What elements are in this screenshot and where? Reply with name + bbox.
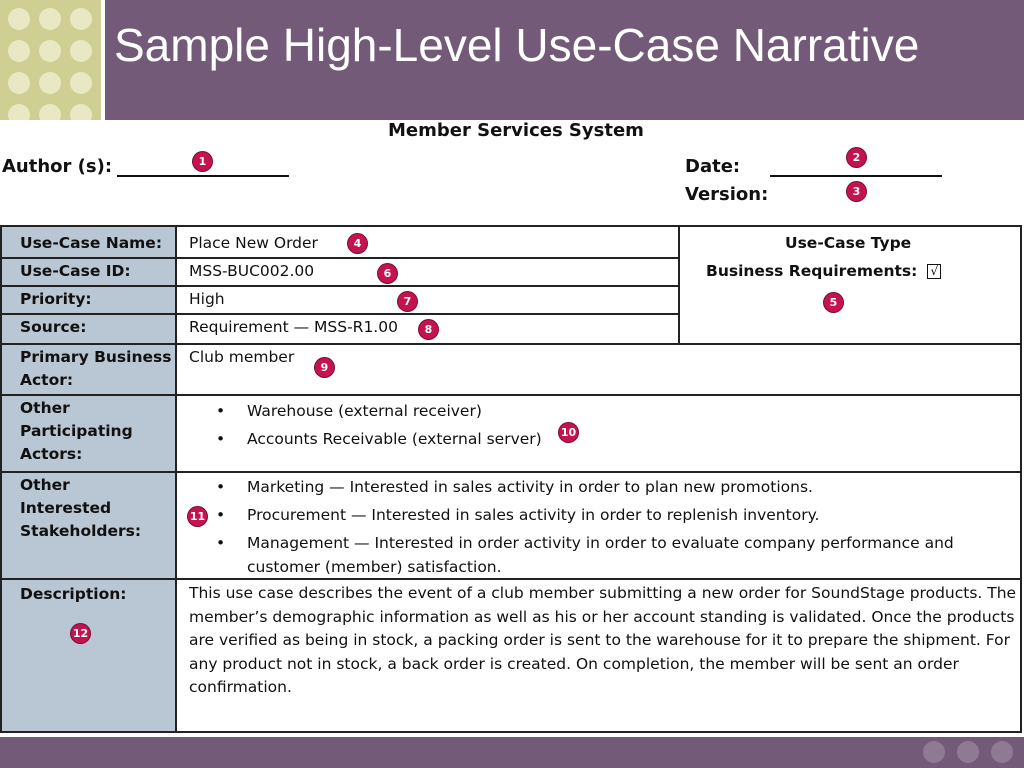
list-item: • Accounts Receivable (external server) bbox=[216, 428, 542, 451]
use-case-name-label: Use-Case Name: bbox=[20, 234, 163, 252]
decorative-dot bbox=[70, 104, 92, 120]
badge-12: 12 bbox=[71, 624, 90, 643]
business-requirements-checkbox: √ bbox=[927, 264, 941, 279]
primary-actor-label bbox=[20, 346, 171, 392]
date-label: Date: bbox=[685, 156, 741, 177]
author-line bbox=[117, 175, 289, 177]
decorative-dot bbox=[70, 40, 92, 62]
source-value: Requirement — MSS-R1.00 bbox=[189, 318, 398, 336]
footer-bar bbox=[0, 737, 1024, 768]
row-divider bbox=[2, 257, 680, 259]
business-requirements-row bbox=[706, 262, 941, 280]
stakeholders-item-continuation: customer (member) satisfaction. bbox=[247, 558, 502, 576]
list-item: • Management — Interested in order activity in order to evaluate company performance and bbox=[216, 532, 954, 555]
decorative-dot bbox=[8, 8, 30, 30]
other-actors-list bbox=[216, 400, 542, 451]
list-item: • Marketing — Interested in sales activity in order to plan new promotions. bbox=[216, 476, 954, 499]
stakeholders-label-line: Stakeholders: bbox=[20, 522, 142, 540]
decorative-dot bbox=[70, 72, 92, 94]
stakeholders-label-line: Other bbox=[20, 476, 70, 494]
badge-8: 8 bbox=[419, 320, 438, 339]
row-divider bbox=[2, 313, 680, 315]
other-actors-label-line: Participating bbox=[20, 422, 133, 440]
decorative-dot-panel bbox=[0, 0, 101, 120]
row-divider bbox=[2, 394, 1022, 396]
date-line bbox=[770, 175, 942, 177]
system-title: Member Services System bbox=[388, 120, 644, 141]
version-label: Version: bbox=[685, 184, 769, 205]
row-divider bbox=[2, 285, 680, 287]
decorative-dot bbox=[39, 8, 61, 30]
list-item: • Procurement — Interested in sales activity in order to replenish inventory. bbox=[216, 504, 954, 527]
primary-actor-value: Club member bbox=[189, 348, 295, 366]
decorative-divider bbox=[101, 0, 105, 120]
badge-6: 6 bbox=[378, 264, 397, 283]
row-divider bbox=[2, 471, 1022, 473]
stakeholders-list bbox=[216, 476, 954, 555]
business-requirements-label: Business Requirements: bbox=[706, 262, 918, 280]
badge-9: 9 bbox=[315, 358, 334, 377]
other-actors-label-line: Other bbox=[20, 399, 70, 417]
description-label: Description: bbox=[20, 585, 127, 603]
description-text: This use case describes the event of a club member submitting a new order for SoundStage products. The member’s demographic information as well as his or her account standing is validated. Once the products are verified as being in stock, a packing order is sent to the warehouse for it to prepare the shipment. For any product not in stock, a back order is created. On completion, the member will be sent an order confirmation. bbox=[189, 584, 1017, 696]
primary-actor-label-line: Actor: bbox=[20, 371, 74, 389]
decorative-dot bbox=[8, 72, 30, 94]
other-actors-label bbox=[20, 397, 133, 466]
badge-2: 2 bbox=[847, 148, 866, 167]
use-case-id-value: MSS-BUC002.00 bbox=[189, 262, 315, 280]
badge-7: 7 bbox=[398, 292, 417, 311]
badge-5: 5 bbox=[824, 293, 843, 312]
badge-11: 11 bbox=[188, 507, 207, 526]
source-label: Source: bbox=[20, 318, 87, 336]
decorative-dot bbox=[70, 8, 92, 30]
stakeholders-label bbox=[20, 474, 141, 543]
decorative-dot bbox=[957, 741, 979, 763]
list-item: • Warehouse (external receiver) bbox=[216, 400, 542, 423]
primary-actor-label-line: Primary Business bbox=[20, 348, 172, 366]
column-divider bbox=[678, 227, 680, 343]
decorative-dot bbox=[39, 104, 61, 120]
decorative-dot bbox=[8, 104, 30, 120]
stakeholders-label-line: Interested bbox=[20, 499, 112, 517]
use-case-name-value: Place New Order bbox=[189, 234, 318, 252]
decorative-dot bbox=[39, 40, 61, 62]
author-label: Author (s): bbox=[2, 156, 113, 177]
badge-3: 3 bbox=[847, 182, 866, 201]
decorative-dot bbox=[923, 741, 945, 763]
priority-value: High bbox=[189, 290, 225, 308]
badge-1: 1 bbox=[193, 152, 212, 171]
decorative-dot bbox=[39, 72, 61, 94]
other-actors-label-line: Actors: bbox=[20, 445, 83, 463]
row-divider bbox=[2, 343, 1022, 345]
decorative-dot bbox=[991, 741, 1013, 763]
priority-label: Priority: bbox=[20, 290, 92, 308]
use-case-form bbox=[0, 225, 1022, 733]
decorative-dot bbox=[8, 40, 30, 62]
badge-10: 10 bbox=[559, 423, 578, 442]
use-case-id-label: Use-Case ID: bbox=[20, 262, 131, 280]
slide-title: Sample High-Level Use-Case Narrative bbox=[114, 19, 920, 71]
badge-4: 4 bbox=[348, 234, 367, 253]
row-divider bbox=[2, 578, 1022, 580]
use-case-type-title: Use-Case Type bbox=[785, 234, 912, 252]
